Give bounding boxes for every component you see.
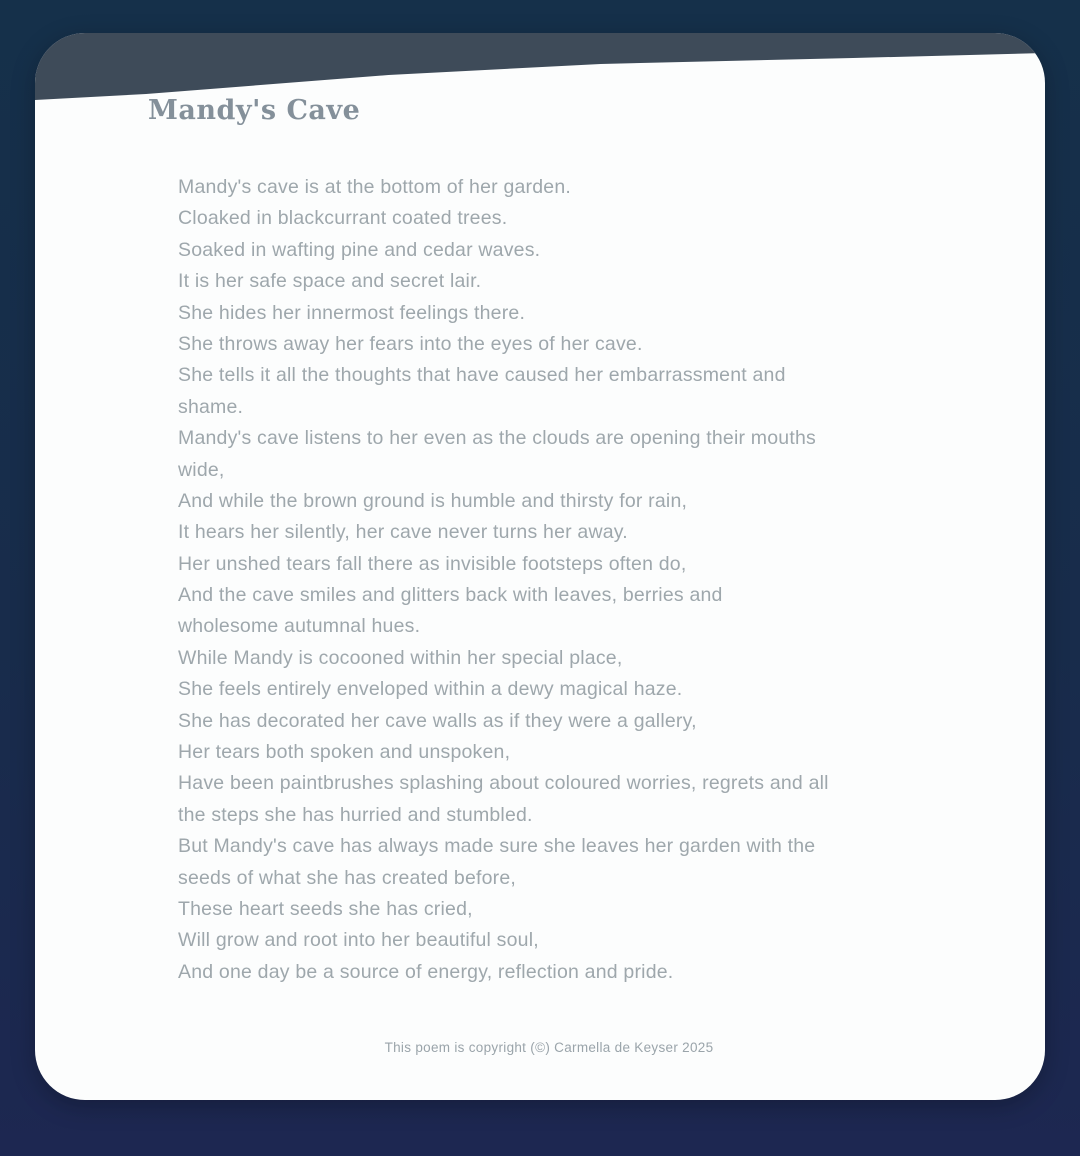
poem-line: Will grow and root into her beautiful soul, (178, 929, 539, 952)
poem-line: It hears her silently, her cave never turns her away. (178, 521, 628, 544)
poem-line: wholesome autumnal hues. (178, 615, 421, 638)
poem-line: seeds of what she has created before, (178, 866, 517, 889)
poem-line: She throws away her fears into the eyes of her cave. (178, 332, 643, 355)
poem-line: She tells it all the thoughts that have caused her embarrassment and (178, 364, 786, 387)
poem-line: Have been paintbrushes splashing about coloured worries, regrets and all (178, 772, 829, 795)
poem-line: Soaked in wafting pine and cedar waves. (178, 238, 541, 261)
poem-line: But Mandy's cave has always made sure she leaves her garden with the (178, 835, 816, 858)
copyright-notice: This poem is copyright (©) Carmella de Keyser 2025 (384, 1040, 714, 1055)
poem-line: wide, (178, 458, 225, 481)
poem-line: Mandy's cave listens to her even as the clouds are opening their mouths (178, 427, 816, 450)
poem-line: These heart seeds she has cried, (178, 897, 473, 920)
poem-line: Her unshed tears fall there as invisible footsteps often do, (178, 552, 687, 575)
poem-line: Mandy's cave is at the bottom of her garden. (178, 176, 571, 198)
poem-line: While Mandy is cocooned within her special place, (178, 646, 623, 669)
poem-line: And while the brown ground is humble and thirsty for rain, (178, 489, 688, 512)
poem-line: the steps she has hurried and stumbled. (178, 803, 533, 826)
poem-line: It is her safe space and secret lair. (178, 270, 482, 293)
poem-line: She has decorated her cave walls as if they were a gallery, (178, 709, 697, 732)
poem-body (178, 172, 920, 988)
poem-line: She feels entirely enveloped within a dewy magical haze. (178, 678, 683, 701)
header-band (35, 33, 1045, 103)
poem-line: And one day be a source of energy, reflection and pride. (178, 960, 674, 983)
poem-line: She hides her innermost feelings there. (178, 301, 526, 324)
poem-line: shame. (178, 395, 244, 418)
poem-card (35, 33, 1045, 1100)
page-title: Mandy's Cave (148, 95, 361, 126)
poem-line: And the cave smiles and glitters back with leaves, berries and (178, 584, 723, 607)
poem-line: Cloaked in blackcurrant coated trees. (178, 207, 508, 230)
poem-line: Her tears both spoken and unspoken, (178, 741, 511, 764)
